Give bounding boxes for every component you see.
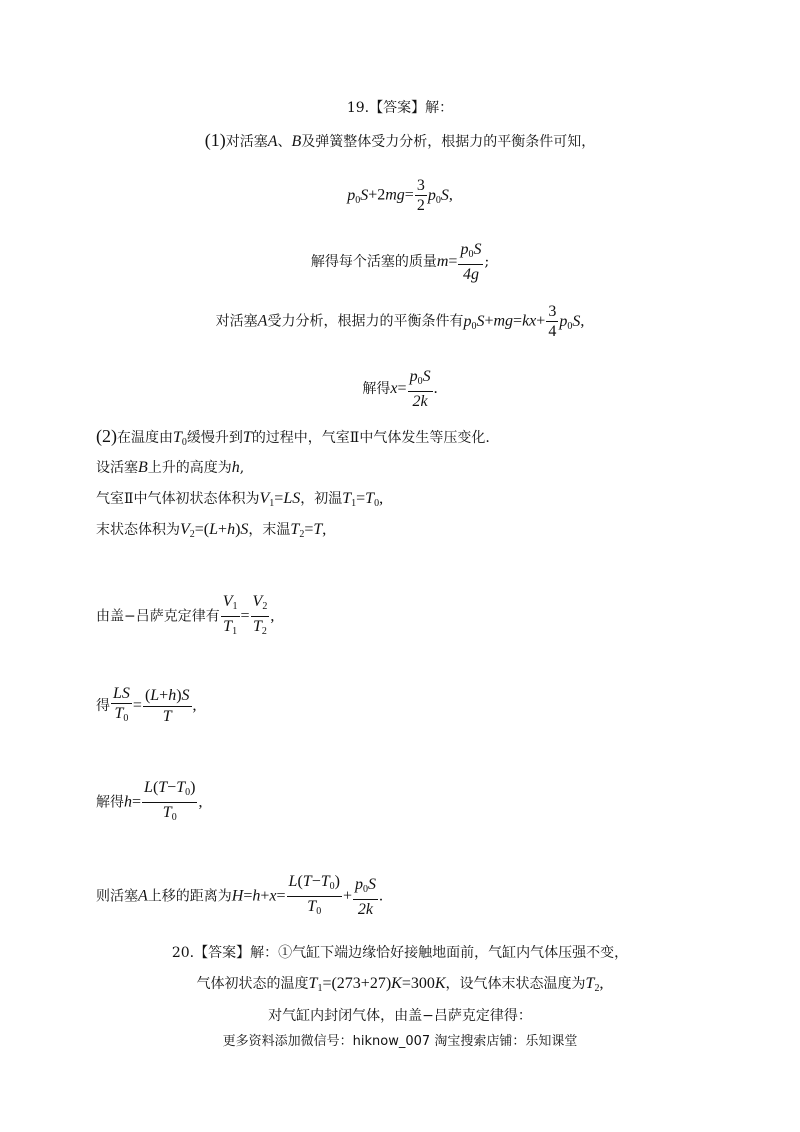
q20-heading: 20.【答案】解： (171, 945, 279, 961)
q19-part2-initial-state: 气室Ⅱ中气体初状态体积为$V_1=LS$，初温$T_1=T_0$, (96, 490, 384, 509)
q20-line3: 对气缸内封闭气体，由盖−吕萨克定律得： (268, 1008, 532, 1024)
q19-part2-final-state: 末状态体积为$V_2=(L+h)S$，末温$T_2=T$, (96, 521, 327, 540)
q19-part2-line1: 设活塞B上升的高度为h, (96, 459, 245, 476)
equation-volume-ratio: 得 $\frac{LS}{T_0}$ = $\frac{(L+h)S}{T}$ , (96, 685, 197, 725)
result-distance-h: 则活塞A上移的距离为H=h+x= $\frac{L(T-T_0)}{T_0}$ + $\frac{p_0S}{2k}$ . (96, 873, 383, 918)
q20-line1 (0, 943, 800, 963)
equation-gay-lussac: 由盖−吕萨克定律有 $\frac{V_1}{T_1}$ = $\frac{V_2}{T_2}$ , (96, 593, 275, 637)
q20-line2: 气体初状态的温度$T_1=(273+27)K=300K$，设气体末状态温度为$T_2$, (196, 975, 604, 994)
footer-note: 更多资料添加微信号：hiknow_007 淘宝搜索店铺：乐知课堂 (222, 1034, 578, 1049)
result-height-h: 解得h= $\frac{L(T-T_0)}{T_0}$ , (96, 779, 203, 823)
q19-part2-intro: (2)在温度由$T_0$缓慢升到T的过程中，气室Ⅱ中气体发生等压变化. (96, 426, 490, 448)
q20-line1-text: ①气缸下端边缘恰好接触地面前，气缸内气体压强不变， (278, 945, 629, 961)
q19-part1-intro: (1)对活塞A、B及弹簧整体受力分析，根据力的平衡条件可知， (204, 130, 596, 150)
result-piston-mass: 解得每个活塞的质量m= $\frac{p_0S}{4g}$ ; (310, 241, 490, 283)
equation-force-balance-whole: $p_0S+2mg=$ $\frac{3}{2}$ $p_0S$, (347, 177, 453, 214)
q19-heading: 19.【答案】解： (346, 100, 454, 116)
equation-force-balance-piston-a: 对活塞A受力分析，根据力的平衡条件有$p_0S+mg=kx+$ $\frac{3}{4}$ $p_0S$, (215, 303, 585, 340)
result-compression-x: 解得x= $\frac{p_0S}{2k}$ . (362, 368, 438, 410)
